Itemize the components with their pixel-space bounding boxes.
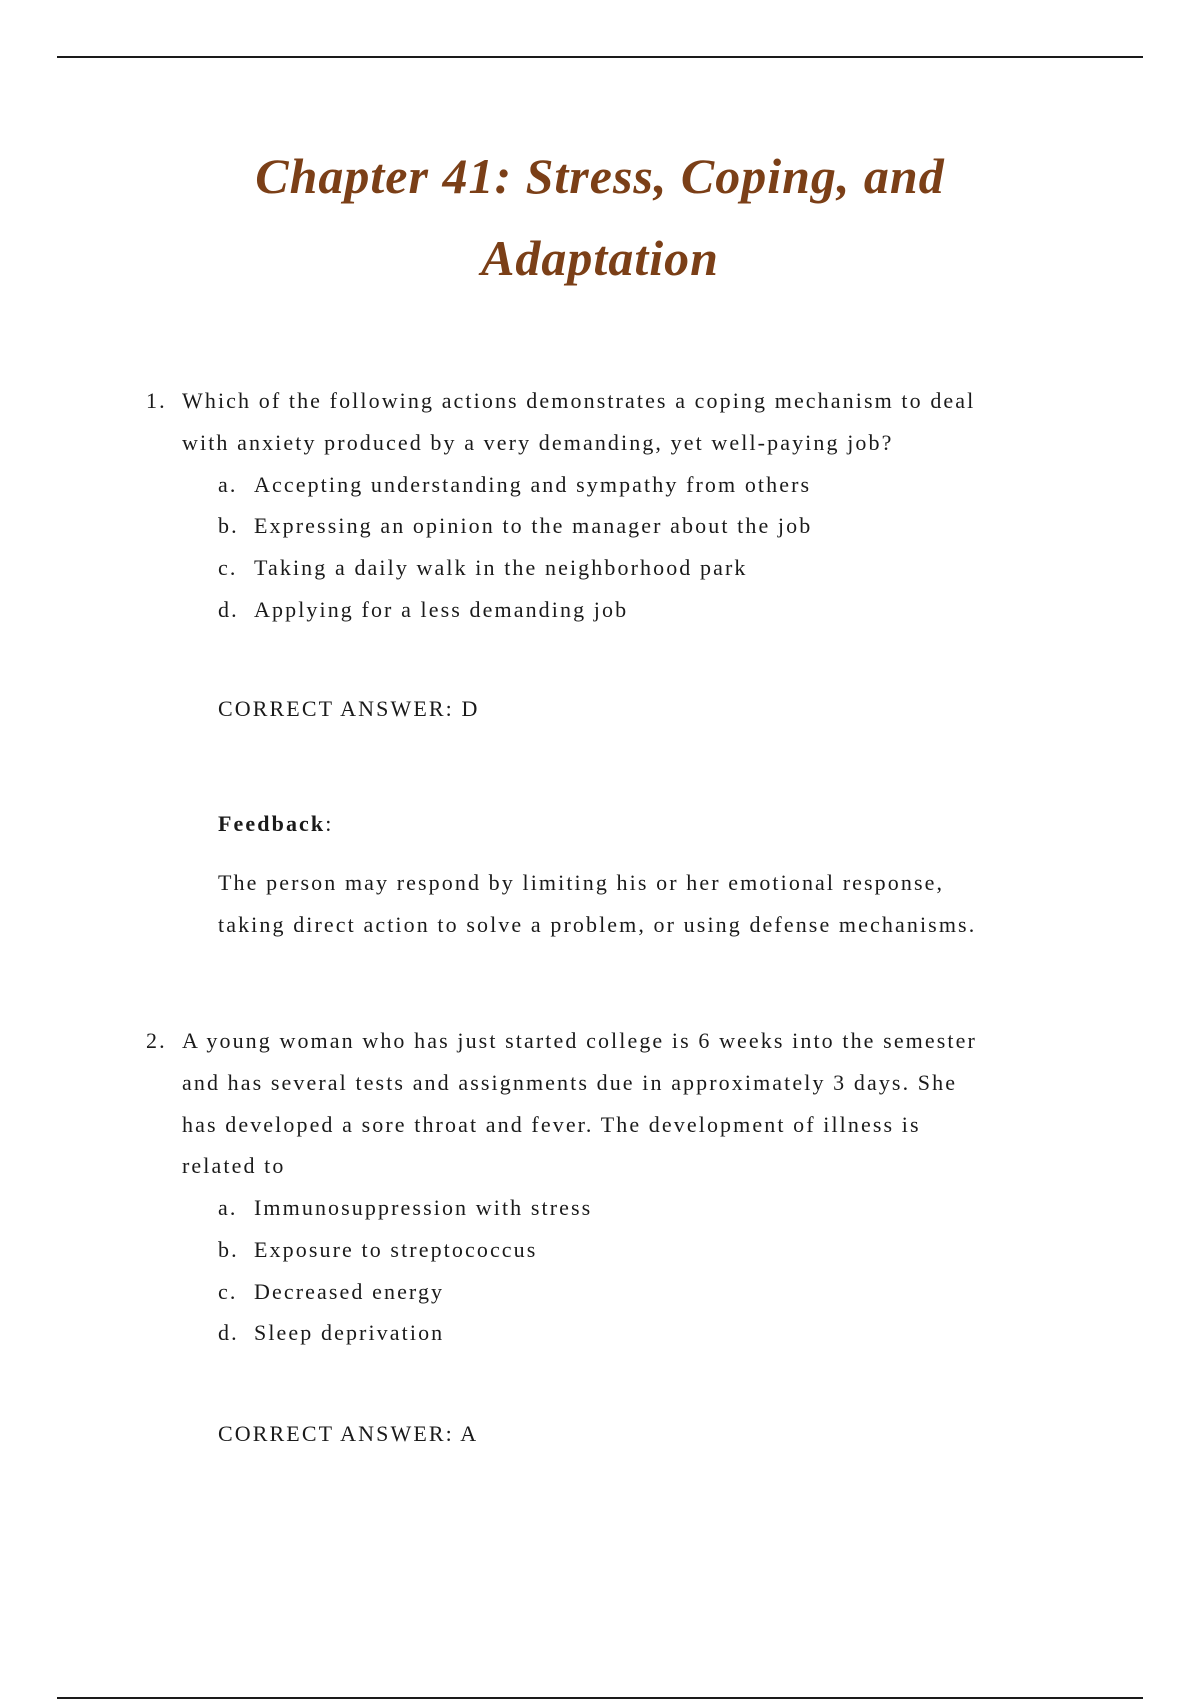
option-letter: c. [218, 555, 238, 580]
feedback-heading [218, 813, 333, 835]
option-text: Expressing an opinion to the manager about the job [254, 513, 813, 538]
question-text-line: with anxiety produced by a very demanding, yet well-paying job? [182, 430, 894, 455]
question-text-line: has developed a sore throat and fever. The development of illness is [182, 1112, 921, 1137]
option-letter: d. [218, 597, 239, 622]
question-text-line: Which of the following actions demonstrates a coping mechanism to deal [182, 388, 976, 413]
option-text: Exposure to streptococcus [254, 1237, 538, 1262]
option-letter: b. [218, 1237, 239, 1262]
feedback-text-line: taking direct action to solve a problem, or using defense mechanisms. [218, 912, 977, 937]
question-number: 2. [146, 1028, 167, 1053]
feedback-label: Feedback [218, 811, 326, 836]
question-text-line: A young woman who has just started college is 6 weeks into the semester [182, 1028, 977, 1053]
question-text-line: and has several tests and assignments due in approximately 3 days. She [182, 1070, 958, 1095]
option-letter: b. [218, 513, 239, 538]
title-line-1: Chapter 41: Stress, Coping, and [255, 148, 945, 204]
option-letter: c. [218, 1279, 238, 1304]
option-text: Immunosuppression with stress [254, 1195, 593, 1220]
option-text: Sleep deprivation [254, 1320, 445, 1345]
correct-answer: CORRECT ANSWER: D [218, 696, 480, 721]
correct-answer: CORRECT ANSWER: A [218, 1421, 479, 1446]
bottom-rule [57, 1697, 1143, 1699]
question-number: 1. [146, 388, 167, 413]
option-text: Applying for a less demanding job [254, 597, 629, 622]
title-line-2: Adaptation [481, 230, 719, 286]
option-letter: d. [218, 1320, 239, 1345]
option-letter: a. [218, 472, 238, 497]
question-text-line: related to [182, 1153, 286, 1178]
option-text: Accepting understanding and sympathy from others [254, 472, 812, 497]
option-text: Decreased energy [254, 1279, 445, 1304]
feedback-colon: : [325, 811, 334, 836]
option-letter: a. [218, 1195, 238, 1220]
page-title [0, 135, 1200, 299]
top-rule [57, 56, 1143, 58]
option-text: Taking a daily walk in the neighborhood park [254, 555, 748, 580]
feedback-text-line: The person may respond by limiting his or her emotional response, [218, 870, 945, 895]
